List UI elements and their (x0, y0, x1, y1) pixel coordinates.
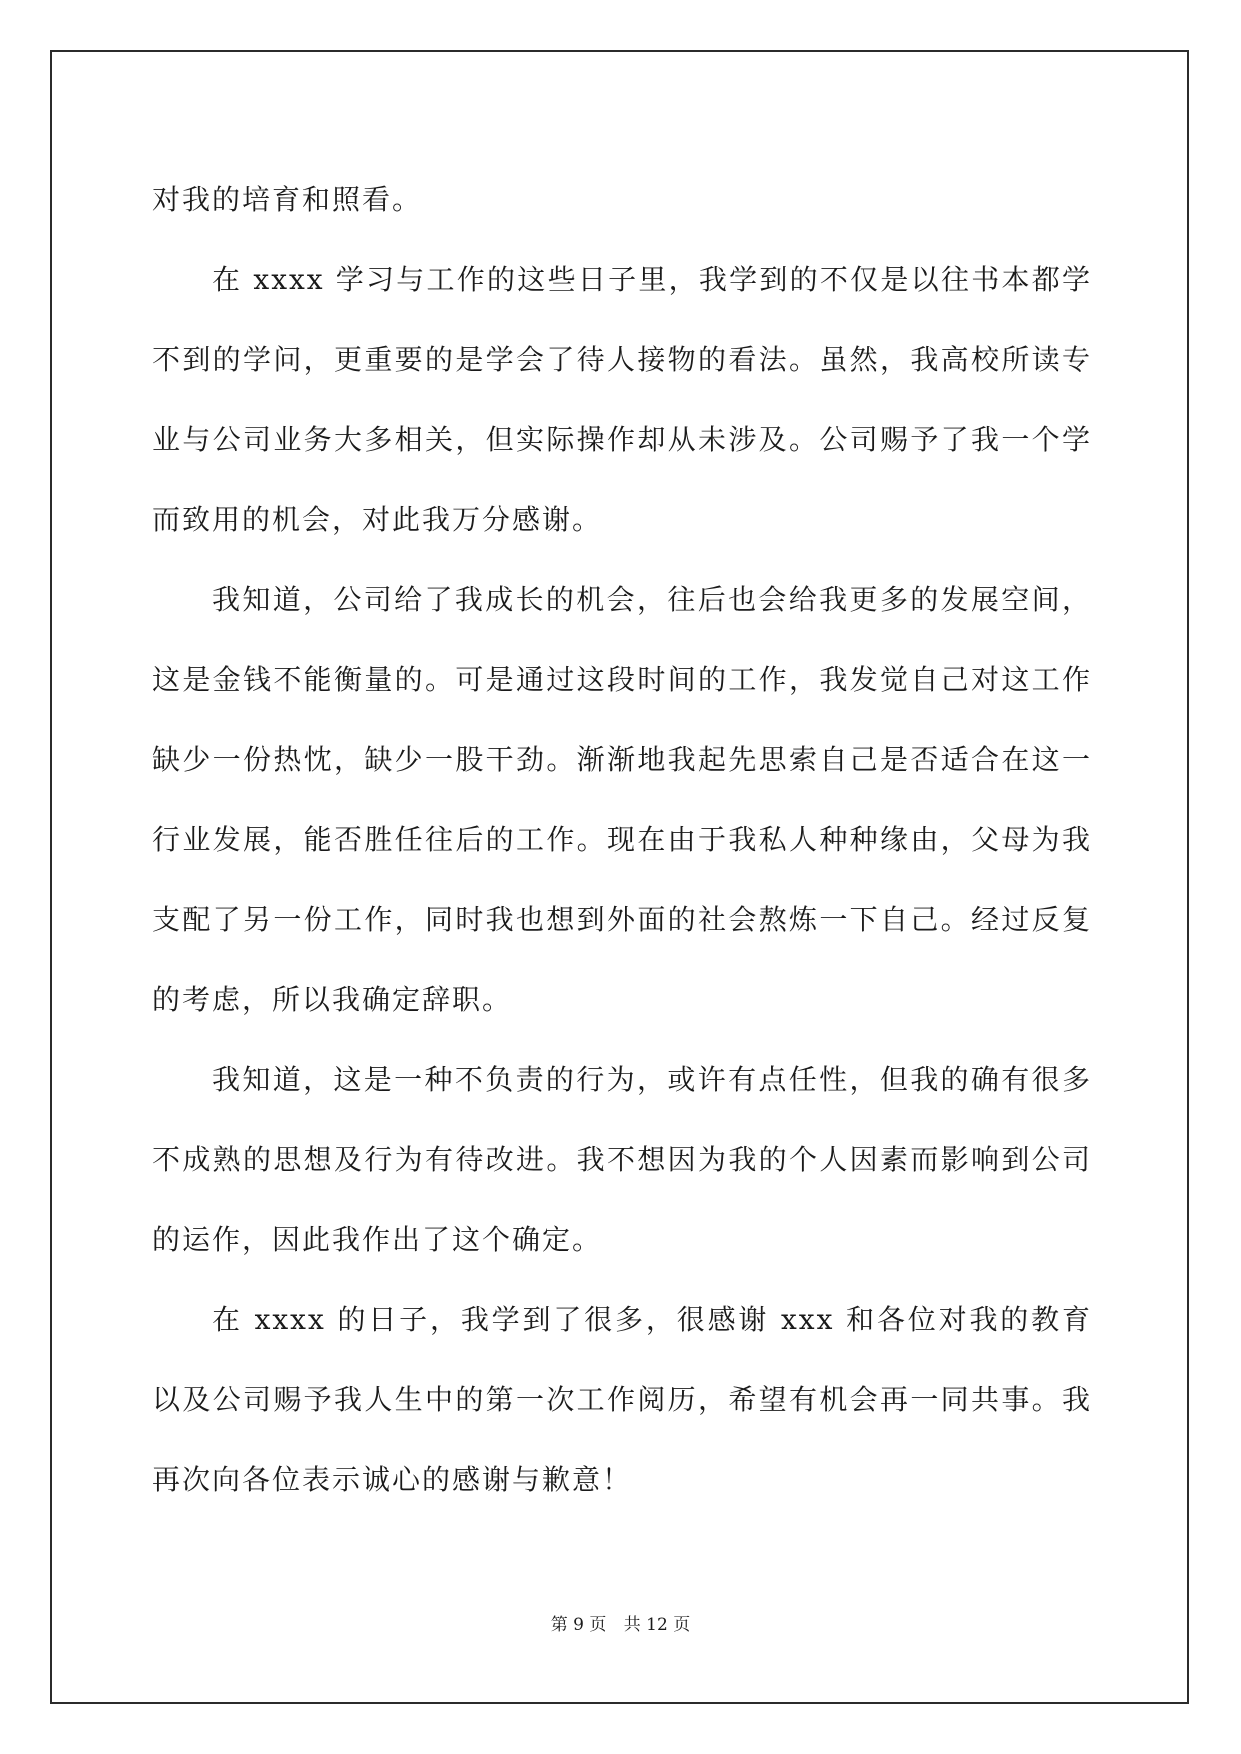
document-body (152, 160, 1092, 1520)
page-footer (0, 1610, 1241, 1635)
paragraph-3: 我知道，公司给了我成长的机会，往后也会给我更多的发展空间，这是金钱不能衡量的。可是通过这段时间的工作，我发觉自己对这工作缺少一份热忱，缺少一股干劲。渐渐地我起先思索自己是否适合在这一行业发展，能否胜任往后的工作。现在由于我私人种种缘由，父母为我支配了另一份工作，同时我也想到外面的社会熬炼一下自己。经过反复的考虑，所以我确定辞职。 (152, 583, 1092, 1016)
page-total: 共 12 页 (623, 1615, 691, 1635)
paragraph-5: 在 xxxx 的日子，我学到了很多，很感谢 xxx 和各位对我的教育以及公司赐予我人生中的第一次工作阅历，希望有机会再一同共事。我再次向各位表示诚心的感谢与歉意！ (152, 1303, 1092, 1496)
page-number: 第 9 页 (550, 1615, 607, 1635)
paragraph-1: 对我的培育和照看。 (152, 183, 423, 216)
paragraph-4: 我知道，这是一种不负责的行为，或许有点任性，但我的确有很多不成熟的思想及行为有待改进。我不想因为我的个人因素而影响到公司的运作，因此我作出了这个确定。 (152, 1063, 1092, 1256)
paragraph-2: 在 xxxx 学习与工作的这些日子里，我学到的不仅是以往书本都学不到的学问，更重要的是学会了待人接物的看法。虽然，我高校所读专业与公司业务大多相关，但实际操作却从未涉及。公司赐予了我一个学而致用的机会，对此我万分感谢。 (152, 263, 1092, 536)
